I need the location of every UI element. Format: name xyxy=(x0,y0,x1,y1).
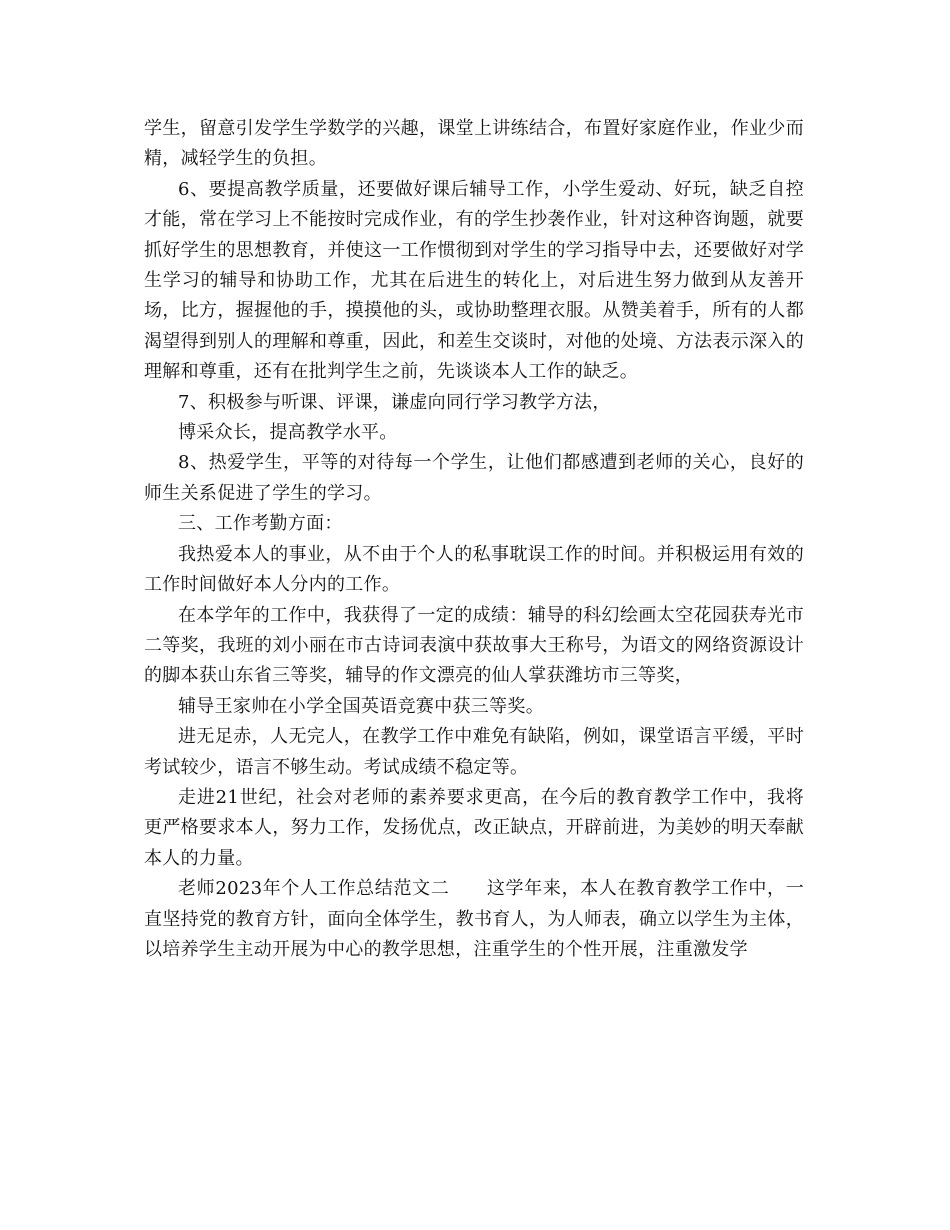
paragraph-2: 6、要提高教学质量，还要做好课后辅导工作，小学生爱动、好玩，缺乏自控才能，常在学习上不能按时完成作业，有的学生抄袭作业，针对这种咨询题，就要抓好学生的思想教育，并使这一工作惯彻到对学生的学习指导中去，还要做好对学生学习的辅导和协助工作，尤其在后进生的转化上，对后进生努力做到从友善开场，比方，握握他的手，摸摸他的头，或协助整理衣服。从赞美着手，所有的人都渴望得到别人的理解和尊重，因此，和差生交谈时，对他的处境、方法表示深入的理解和尊重，还有在批判学生之前，先谈谈本人工作的缺乏。 xyxy=(144,178,804,383)
section-heading-attendance: 三、工作考勤方面： xyxy=(178,513,343,535)
paragraph-11: 走进21世纪，社会对老师的素养要求更高，在今后的教育教学工作中，我将更严格要求本人，努力工作，发扬优点，改正缺点，开辟前进，为美妙的明天奉献本人的力量。 xyxy=(144,786,804,869)
paragraph-5: 8、热爱学生，平等的对待每一个学生，让他们都感遭到老师的关心，良好的师生关系促进了学生的学习。 xyxy=(144,452,804,504)
paragraph-4: 博采众长，提高教学水平。 xyxy=(178,422,398,444)
paragraph-3: 7、积极参与听课、评课，谦虚向同行学习教学方法， xyxy=(178,391,611,413)
paragraph-9: 辅导王家帅在小学全国英语竞赛中获三等奖。 xyxy=(178,695,544,717)
paragraph-12: 老师2023年个人工作总结范文二 这学年来，本人在教育教学工作中，一直坚持党的教育方针，面向全体学生，教书育人，为人师表，确立以学生为主体，以培养学生主动开展为中心的教学思想，注重学生的个性开展，注重激发学 xyxy=(144,878,804,960)
paragraph-8: 在本学年的工作中，我获得了一定的成绩：辅导的科幻绘画太空花园获寿光市二等奖，我班的刘小丽在市古诗词表演中获故事大王称号，为语文的网络资源设计的脚本获山东省三等奖，辅导的作文漂亮的仙人掌获潍坊市三等奖， xyxy=(144,604,804,687)
document-body xyxy=(144,114,804,965)
paragraph-7: 我热爱本人的事业，从不由于个人的私事耽误工作的时间。并积极运用有效的工作时间做好本人分内的工作。 xyxy=(144,543,804,596)
paragraph-10: 进无足赤，人无完人，在教学工作中难免有缺陷，例如，课堂语言平缓，平时考试较少，语言不够生动。考试成绩不稳定等。 xyxy=(144,726,804,778)
paragraph-1: 学生，留意引发学生学数学的兴趣，课堂上讲练结合，布置好家庭作业，作业少而精，减轻学生的负担。 xyxy=(144,118,804,170)
